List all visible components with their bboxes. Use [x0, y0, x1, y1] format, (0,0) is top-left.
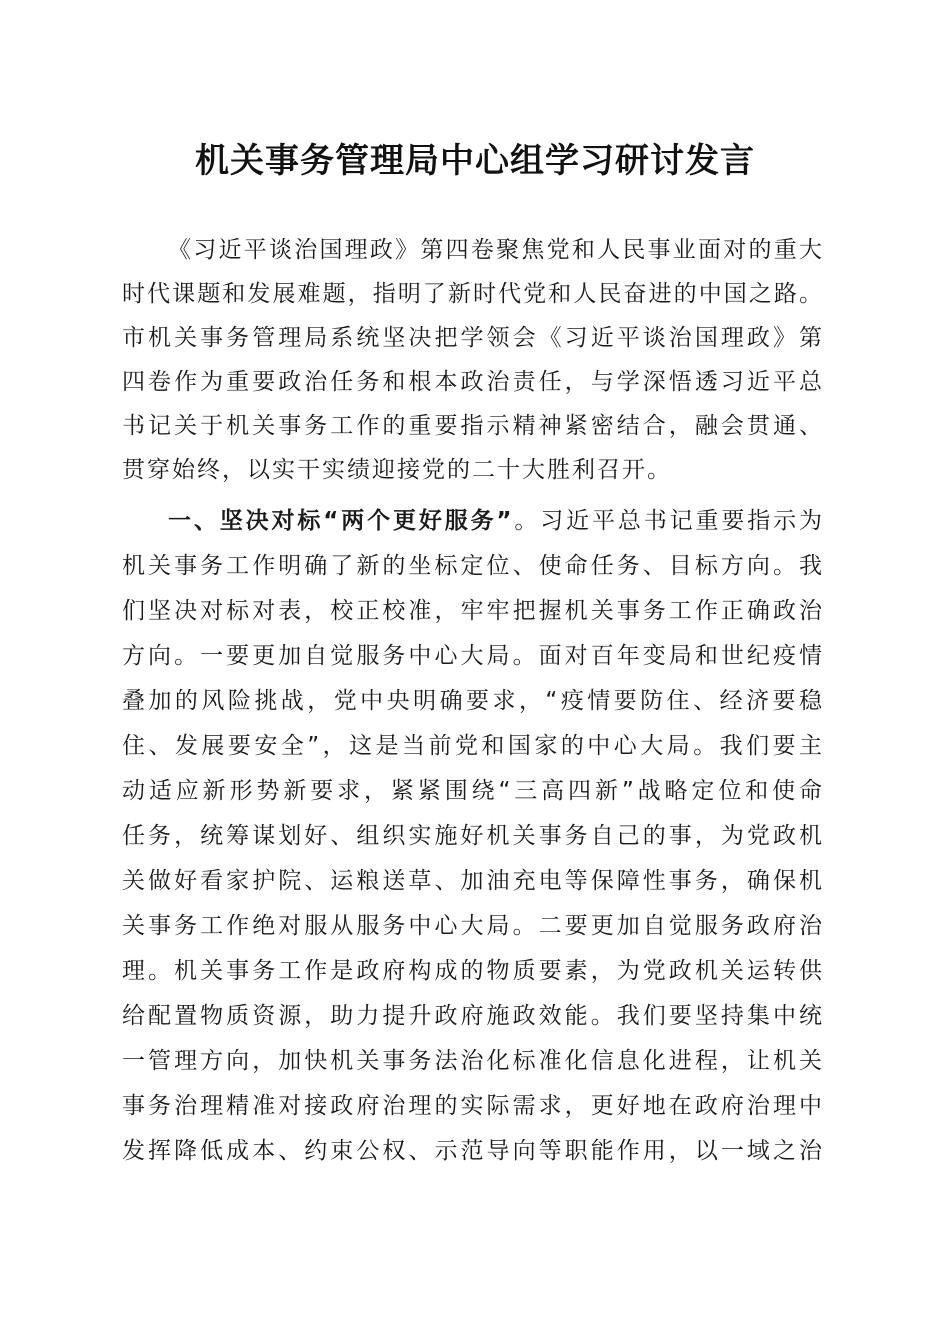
paragraph-2-line-5: 叠加的风险挑战，党中央明确要求，“疫情要防住、经济要稳: [122, 688, 822, 714]
paragraph-2-line-15: 发挥降低成本、约束公权、示范导向等职能作用，以一域之治: [122, 1138, 822, 1164]
paragraph-2-line-4: 方向。一要更加自觉服务中心大局。面对百年变局和世纪疫情: [122, 643, 822, 669]
paragraph-1-line-1: 《习近平谈治国理政》第四卷聚焦党和人民事业面对的重大: [168, 237, 822, 263]
paragraph-2-line-6: 住、发展要安全”，这是当前党和国家的中心大局。我们要主: [122, 733, 822, 759]
document-title: 机关事务管理局中心组学习研讨发言: [195, 141, 755, 181]
paragraph-2-line-9: 关做好看家护院、运粮送草、加油充电等保障性事务，确保机: [122, 868, 822, 894]
paragraph-2-line-11: 理。机关事务工作是政府构成的物质要素，为党政机关运转供: [122, 958, 822, 984]
paragraph-2-line-13: 一管理方向，加快机关事务法治化标准化信息化进程，让机关: [122, 1048, 822, 1074]
paragraph-2-line-10: 关事务工作绝对服从服务中心大局。二要更加自觉服务政府治: [122, 913, 822, 939]
section-heading: 一、坚决对标“两个更好服务”: [168, 508, 512, 534]
paragraph-2-first-line-text: 。习近平总书记重要指示为: [511, 508, 822, 534]
paragraph-1-line-2: 时代课题和发展难题，指明了新时代党和人民奋进的中国之路。: [122, 281, 822, 307]
paragraph-2-line-14: 事务治理精准对接政府治理的实际需求，更好地在政府治理中: [122, 1093, 822, 1119]
paragraph-2-line-7: 动适应新形势新要求，紧紧围绕“三高四新”战略定位和使命: [122, 778, 822, 804]
paragraph-2-line-2: 机关事务工作明确了新的坐标定位、使命任务、目标方向。我: [122, 553, 822, 579]
paragraph-1-line-3: 市机关事务管理局系统坚决把学领会《习近平谈治国理政》第: [122, 325, 822, 351]
paragraph-2-line-1: [168, 499, 822, 543]
paragraph-1-line-5: 书记关于机关事务工作的重要指示精神紧密结合，融会贯通、: [122, 413, 822, 439]
paragraph-2-line-8: 任务，统筹谋划好、组织实施好机关事务自己的事，为党政机: [122, 823, 822, 849]
paragraph-1-line-6: 贯穿始终，以实干实绩迎接党的二十大胜利召开。: [122, 457, 672, 483]
paragraph-2-line-3: 们坚决对标对表，校正校准，牢牢把握机关事务工作正确政治: [122, 598, 822, 624]
paragraph-1-line-4: 四卷作为重要政治任务和根本政治责任，与学深悟透习近平总: [122, 369, 822, 395]
paragraph-2-line-12: 给配置物质资源，助力提升政府施政效能。我们要坚持集中统: [122, 1003, 822, 1029]
